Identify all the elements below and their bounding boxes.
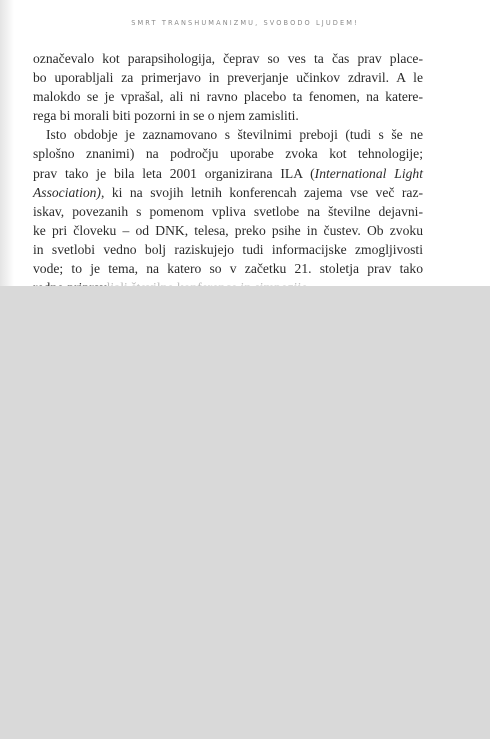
visible-page-area bbox=[0, 0, 490, 286]
text-line: ke pri človeku – od DNK, telesa, preko psihe in čustev. Ob zvoku bbox=[33, 222, 423, 238]
text-line: označevalo kot parapsihologija, čeprav so ves ta čas prav place- bbox=[33, 51, 423, 66]
text-line: malokdo se je vprašal, ali ni ravno placebo ta fenomen, na katere- bbox=[33, 89, 423, 105]
italic-span: Association) bbox=[33, 184, 101, 200]
text-line: rega bi morali biti pozorni in se o njem zamisliti. bbox=[33, 108, 299, 124]
text-line: Isto obdobje je zaznamovano s številnimi preboji (tudi s še ne bbox=[46, 127, 423, 143]
text-line: bo uporabljali za primerjavo in preverjanje učinkov zdravil. A le bbox=[33, 70, 423, 86]
text-line: splošno znanimi) na področju uporabe zvoka kot tehnologije; bbox=[33, 146, 423, 162]
text-line: in svetlobi vedno bolj raziskujejo tudi informacijske zmogljivosti bbox=[33, 241, 423, 257]
spine-shadow bbox=[0, 0, 14, 286]
preview-cutoff-area bbox=[0, 286, 490, 739]
text-line bbox=[33, 164, 423, 183]
text-line: vode; to je tema, na katero so v začetku 21. stoletja prav tako bbox=[33, 261, 423, 277]
text-line bbox=[33, 183, 423, 202]
text-line: iskav, povezanih s pomenom vpliva svetlobe na številne dejavni- bbox=[33, 203, 423, 219]
body-text bbox=[33, 49, 423, 288]
italic-span: International Light bbox=[314, 165, 423, 181]
text-span: , ki na svojih letnih konferencah zajema vse več raz- bbox=[100, 184, 423, 200]
text-span: prav tako je bila leta 2001 organizirana ILA ( bbox=[33, 165, 315, 181]
running-header: SMRT TRANSHUMANIZMU, SVOBODO LJUDEM! bbox=[131, 19, 359, 27]
